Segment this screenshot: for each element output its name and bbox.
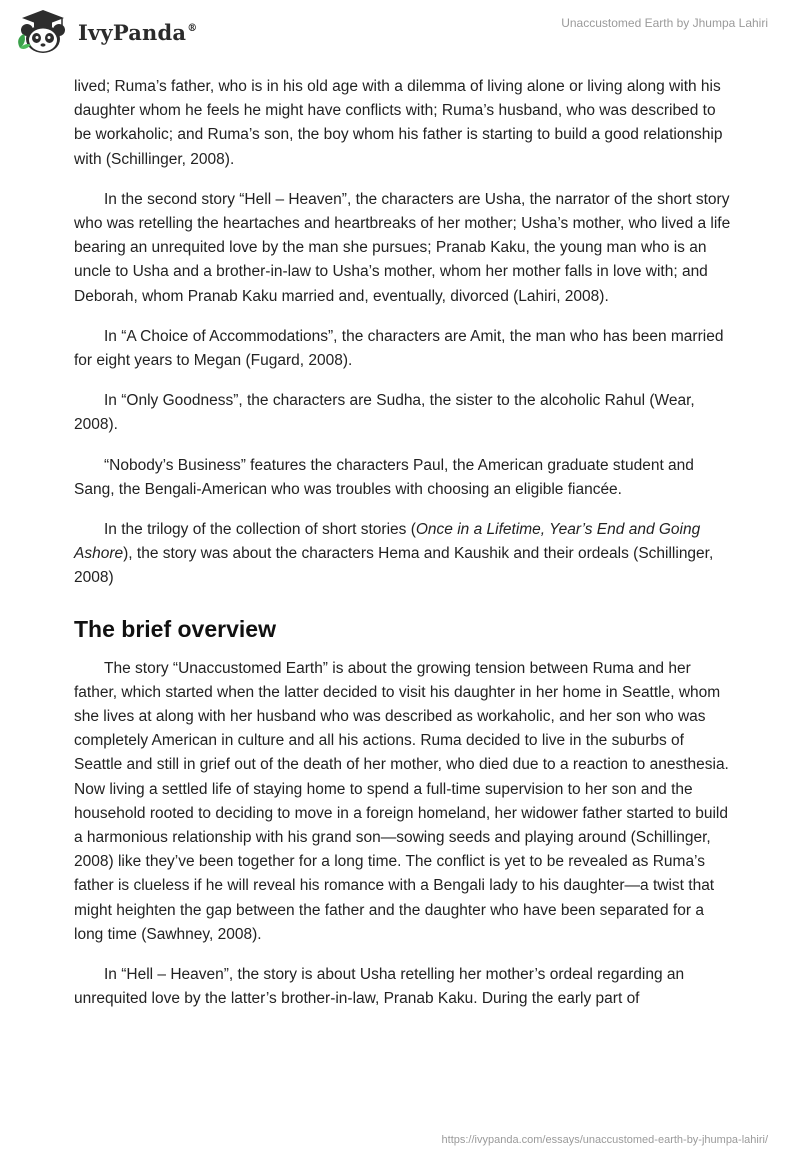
registered-mark: ® — [187, 22, 198, 34]
paragraph: In the second story “Hell – Heaven”, the characters are Usha, the narrator of the short story who was retelling the heartaches and heartbreaks of her mother; Usha’s mother, who lived a life bearing an unrequited love by the man she pursues; Pranab Kaku, the young man who is an uncle to Usha and a brother-in-law to Usha’s mother, whom her mother falls in love with; and Deborah, whom Pranab Kaku married and, eventually, divorced (Lahiri, 2008). — [74, 190, 731, 305]
paragraph-text: ), the story was about the characters Hema and Kaushik and their ordeals (Schillinger, 2008) — [74, 545, 714, 587]
ivypanda-logo[interactable] — [14, 8, 197, 56]
italic-titles: Once in a Lifetime, Year’s End and Going Ashore — [74, 521, 701, 563]
source-url[interactable]: https://ivypanda.com/essays/unaccustomed-earth-by-jhumpa-lahiri/ — [441, 1134, 768, 1146]
paragraph: In “Hell – Heaven”, the story is about Usha retelling her mother’s ordeal regarding an unrequited love by the latter’s brother-in-law, Pranab Kaku. During the early part of — [74, 966, 685, 1008]
paragraph: “Nobody’s Business” features the characters Paul, the American graduate student and Sang, the Bengali-American who was troubles with choosing an eligible fiancée. — [74, 456, 694, 498]
section-heading: The brief overview — [74, 615, 276, 642]
paragraph: In “Only Goodness”, the characters are Sudha, the sister to the alcoholic Rahul (Wear, 2008). — [74, 392, 695, 434]
paragraph: In “A Choice of Accommodations”, the characters are Amit, the man who has been married for eight years to Megan (Fugard, 2008). — [74, 327, 724, 370]
paragraph — [74, 518, 734, 591]
paragraph: lived; Ruma’s father, who is in his old age with a dilemma of living alone or living along with his daughter whom he feels he might have conflicts with; Ruma’s husband, who was described to be workaholic; and Ruma’s son, the boy whom his father is starting to build a good relationship with (Schillinger, 2008). — [74, 78, 723, 168]
logo-text: IvyPanda® — [78, 19, 198, 45]
paragraph: The story “Unaccustomed Earth” is about the growing tension between Ruma and her father, which started when the latter decided to visit his daughter in her home in Seattle, whom she lives at along with her husband who was described as workaholic, and her son who was completely American in culture and all his actions. Ruma decided to live in the suburbs of Seattle and still in grief out of the death of her mother, who died due to a reaction to anesthesia. Now living a settled life of staying home to spend a full-time supervision to her son and the household rooted to deciding to move in a foreign homeland, her widower father started to build a harmonious relationship with his grand son—sowing seeds and playing around (Schillinger, 2008) like they’ve been together for a long time. The conflict is yet to be revealed as Ruma’s father is clueless if he will reveal his romance with a Bengali lady to his daughter—a twist that might heighten the gap between the father and the daughter who have been separated for a long time (Sawhney, 2008). — [74, 659, 729, 943]
panda-logo-icon — [14, 8, 72, 56]
paragraph-text: In the trilogy of the collection of short stories ( — [104, 521, 416, 539]
document-title: Unaccustomed Earth by Jhumpa Lahiri — [561, 16, 768, 30]
page-header — [0, 0, 800, 70]
essay-content — [74, 75, 734, 1028]
